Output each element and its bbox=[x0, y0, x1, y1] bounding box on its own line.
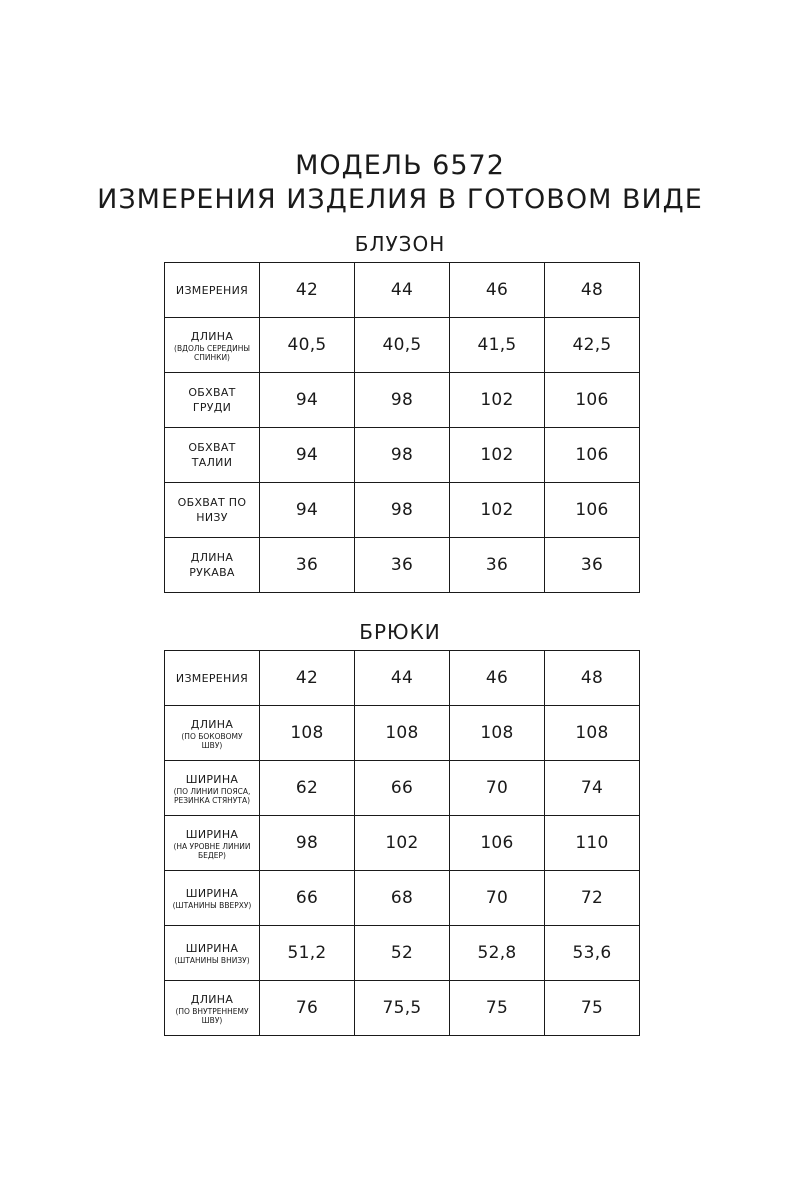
value-cell bbox=[355, 318, 450, 373]
table-row bbox=[165, 373, 640, 428]
header-label-cell bbox=[165, 651, 260, 706]
cell-value: 106 bbox=[480, 833, 514, 853]
cell-value: 75,5 bbox=[382, 998, 422, 1018]
row-note: (ПО ВНУТРЕННЕМУ ШВУ) bbox=[175, 1006, 249, 1025]
cell-value: 106 bbox=[575, 500, 609, 520]
value-cell bbox=[260, 318, 355, 373]
table-row bbox=[165, 816, 640, 871]
value-cell bbox=[545, 981, 640, 1036]
row-label-cell bbox=[165, 483, 260, 538]
value-cell bbox=[545, 318, 640, 373]
cell-value: 36 bbox=[485, 555, 509, 575]
size-cell bbox=[355, 651, 450, 706]
cell-value: 70 bbox=[485, 888, 509, 908]
size-cell bbox=[450, 651, 545, 706]
blouse-size-table bbox=[164, 262, 640, 593]
value-cell bbox=[355, 706, 450, 761]
row-note: (ШТАНИНЫ ВНИЗУ) bbox=[174, 956, 250, 965]
row-label: ШИРИНА bbox=[185, 772, 239, 786]
cell-value: 51,2 bbox=[287, 943, 327, 963]
size-value: 46 bbox=[485, 668, 509, 688]
value-cell bbox=[260, 981, 355, 1036]
pants-size-table bbox=[164, 650, 640, 1036]
value-cell bbox=[450, 706, 545, 761]
cell-value: 36 bbox=[390, 555, 414, 575]
size-cell bbox=[450, 263, 545, 318]
table-row bbox=[165, 926, 640, 981]
row-label-cell bbox=[165, 981, 260, 1036]
value-cell bbox=[545, 871, 640, 926]
cell-value: 68 bbox=[390, 888, 414, 908]
row-note: (ШТАНИНЫ ВВЕРХУ) bbox=[172, 901, 252, 910]
cell-value: 52 bbox=[390, 943, 414, 963]
value-cell bbox=[545, 373, 640, 428]
document-title: ИЗМЕРЕНИЯ ИЗДЕЛИЯ В ГОТОВОМ ВИДЕ bbox=[97, 184, 703, 215]
value-cell bbox=[260, 761, 355, 816]
value-cell bbox=[450, 483, 545, 538]
size-value: 44 bbox=[390, 280, 414, 300]
value-cell bbox=[545, 926, 640, 981]
cell-value: 40,5 bbox=[287, 335, 327, 355]
value-cell bbox=[450, 373, 545, 428]
value-cell bbox=[260, 926, 355, 981]
header-label-cell bbox=[165, 263, 260, 318]
blouse-section-title: БЛУЗОН bbox=[354, 232, 446, 256]
row-label-cell bbox=[165, 428, 260, 483]
size-cell bbox=[545, 263, 640, 318]
cell-value: 36 bbox=[295, 555, 319, 575]
row-label-cell bbox=[165, 816, 260, 871]
cell-value: 98 bbox=[390, 445, 414, 465]
cell-value: 102 bbox=[480, 500, 514, 520]
table-row bbox=[165, 981, 640, 1036]
cell-value: 42,5 bbox=[572, 335, 612, 355]
row-label: ОБХВАТ ТАЛИИ bbox=[188, 441, 236, 469]
row-label-cell bbox=[165, 871, 260, 926]
cell-value: 36 bbox=[580, 555, 604, 575]
cell-value: 102 bbox=[480, 445, 514, 465]
value-cell bbox=[450, 981, 545, 1036]
row-note: (НА УРОВНЕ ЛИНИИ БЕДЕР) bbox=[173, 841, 251, 860]
cell-value: 70 bbox=[485, 778, 509, 798]
cell-value: 106 bbox=[575, 445, 609, 465]
cell-value: 108 bbox=[480, 723, 514, 743]
cell-value: 110 bbox=[575, 833, 609, 853]
value-cell bbox=[355, 761, 450, 816]
row-label-cell bbox=[165, 926, 260, 981]
row-label: ОБХВАТ ПО НИЗУ bbox=[177, 496, 247, 524]
row-note: (ПО БОКОВОМУ ШВУ) bbox=[181, 731, 243, 750]
value-cell bbox=[545, 428, 640, 483]
row-label-cell bbox=[165, 706, 260, 761]
cell-value: 75 bbox=[485, 998, 509, 1018]
size-cell bbox=[355, 263, 450, 318]
cell-value: 98 bbox=[390, 500, 414, 520]
size-value: 44 bbox=[390, 668, 414, 688]
value-cell bbox=[450, 538, 545, 593]
row-label: ШИРИНА bbox=[185, 942, 239, 955]
value-cell bbox=[355, 981, 450, 1036]
value-cell bbox=[355, 871, 450, 926]
value-cell bbox=[355, 373, 450, 428]
row-label: ШИРИНА bbox=[185, 887, 239, 900]
cell-value: 66 bbox=[390, 778, 414, 798]
cell-value: 52,8 bbox=[477, 943, 517, 963]
cell-value: 62 bbox=[295, 778, 319, 798]
cell-value: 66 bbox=[295, 888, 319, 908]
value-cell bbox=[355, 428, 450, 483]
size-value: 42 bbox=[295, 280, 319, 300]
cell-value: 53,6 bbox=[572, 943, 612, 963]
cell-value: 40,5 bbox=[382, 335, 422, 355]
size-cell bbox=[260, 263, 355, 318]
row-label: ОБХВАТ ГРУДИ bbox=[188, 386, 236, 414]
value-cell bbox=[260, 373, 355, 428]
cell-value: 98 bbox=[390, 390, 414, 410]
value-cell bbox=[545, 706, 640, 761]
pants-section-title: БРЮКИ bbox=[359, 620, 441, 644]
table-row bbox=[165, 761, 640, 816]
size-value: 48 bbox=[580, 280, 604, 300]
size-cell bbox=[260, 651, 355, 706]
table-row bbox=[165, 538, 640, 593]
cell-value: 76 bbox=[295, 998, 319, 1018]
value-cell bbox=[355, 816, 450, 871]
value-cell bbox=[450, 318, 545, 373]
value-cell bbox=[260, 871, 355, 926]
cell-value: 94 bbox=[295, 390, 319, 410]
size-value: 46 bbox=[485, 280, 509, 300]
value-cell bbox=[450, 761, 545, 816]
cell-value: 108 bbox=[290, 723, 324, 743]
cell-value: 75 bbox=[580, 998, 604, 1018]
row-label: ДЛИНА bbox=[190, 992, 234, 1006]
value-cell bbox=[545, 538, 640, 593]
cell-value: 72 bbox=[580, 888, 604, 908]
size-value: 42 bbox=[295, 668, 319, 688]
row-note: (ПО ЛИНИИ ПОЯСА, РЕЗИНКА СТЯНУТА) bbox=[173, 786, 251, 805]
value-cell bbox=[355, 483, 450, 538]
table-row bbox=[165, 706, 640, 761]
cell-value: 94 bbox=[295, 500, 319, 520]
size-value: 48 bbox=[580, 668, 604, 688]
cell-value: 98 bbox=[295, 833, 319, 853]
value-cell bbox=[450, 926, 545, 981]
model-title: МОДЕЛЬ 6572 bbox=[295, 150, 505, 181]
row-label-cell bbox=[165, 538, 260, 593]
size-cell bbox=[545, 651, 640, 706]
cell-value: 108 bbox=[385, 723, 419, 743]
row-label: ШИРИНА bbox=[185, 827, 239, 841]
value-cell bbox=[260, 538, 355, 593]
table-row bbox=[165, 871, 640, 926]
row-label: ДЛИНА bbox=[190, 717, 234, 731]
table-header-row bbox=[165, 651, 640, 706]
row-note: (ВДОЛЬ СЕРЕДИНЫ СПИНКИ) bbox=[174, 343, 250, 362]
value-cell bbox=[260, 816, 355, 871]
table-row bbox=[165, 428, 640, 483]
cell-value: 106 bbox=[575, 390, 609, 410]
value-cell bbox=[450, 428, 545, 483]
cell-value: 102 bbox=[385, 833, 419, 853]
value-cell bbox=[260, 428, 355, 483]
value-cell bbox=[450, 816, 545, 871]
value-cell bbox=[260, 706, 355, 761]
cell-value: 94 bbox=[295, 445, 319, 465]
value-cell bbox=[260, 483, 355, 538]
value-cell bbox=[545, 483, 640, 538]
value-cell bbox=[545, 816, 640, 871]
row-label-cell bbox=[165, 373, 260, 428]
row-label-cell bbox=[165, 761, 260, 816]
header-label: ИЗМЕРЕНИЯ bbox=[175, 283, 249, 297]
header-label: ИЗМЕРЕНИЯ bbox=[175, 671, 249, 685]
table-row bbox=[165, 483, 640, 538]
cell-value: 102 bbox=[480, 390, 514, 410]
table-row bbox=[165, 318, 640, 373]
table-header-row bbox=[165, 263, 640, 318]
row-label: ДЛИНА bbox=[190, 329, 234, 343]
row-label-cell bbox=[165, 318, 260, 373]
value-cell bbox=[355, 538, 450, 593]
cell-value: 74 bbox=[580, 778, 604, 798]
value-cell bbox=[450, 871, 545, 926]
value-cell bbox=[355, 926, 450, 981]
row-label: ДЛИНА РУКАВА bbox=[189, 551, 235, 579]
cell-value: 108 bbox=[575, 723, 609, 743]
value-cell bbox=[545, 761, 640, 816]
cell-value: 41,5 bbox=[477, 335, 517, 355]
